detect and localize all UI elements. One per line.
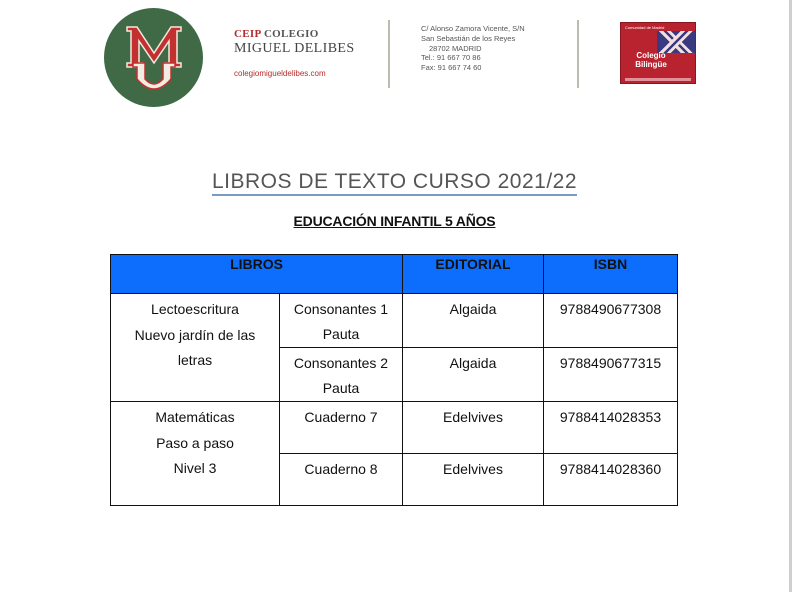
document-title-text: LIBROS DE TEXTO CURSO 2021/22 (212, 170, 577, 196)
letterhead (0, 0, 789, 110)
subject-line: Paso a paso (156, 434, 234, 451)
subject-cell (111, 294, 280, 402)
editorial-cell: Edelvives (403, 454, 544, 506)
badge-title-line2: Bilingüe (635, 59, 667, 69)
mu-monogram-icon (119, 19, 189, 97)
address-postcode: 28702 MADRID (429, 43, 482, 53)
header-divider (577, 20, 579, 88)
school-address (421, 24, 525, 73)
isbn-cell: 9788414028353 (544, 402, 678, 454)
book-subtitle: Pauta (322, 380, 360, 396)
book-title-cell (280, 348, 403, 402)
school-title: MIGUEL DELIBES (234, 41, 355, 57)
subject-line: Matemáticas (155, 409, 235, 425)
editorial-cell: Algaida (403, 294, 544, 348)
bilingual-school-badge (620, 22, 696, 84)
school-logo (104, 8, 203, 107)
book-title: Consonantes 2 (293, 355, 389, 371)
book-title: Consonantes 1 (293, 301, 389, 317)
table-row (111, 402, 678, 454)
book-title-cell (280, 294, 403, 348)
document-subtitle: EDUCACIÓN INFANTIL 5 AÑOS (293, 213, 496, 229)
isbn-cell: 9788414028360 (544, 454, 678, 506)
badge-top-text: Comunidad de Madrid (625, 25, 665, 30)
header-books: LIBROS (111, 255, 403, 294)
address-phone: Tel.: 91 667 70 86 (421, 53, 481, 63)
badge-title-line1: Colegio (636, 51, 666, 60)
subject-line: Lectoescritura (151, 301, 239, 317)
table-row (111, 294, 678, 348)
address-city: San Sebastián de los Reyes (421, 33, 516, 43)
textbook-table (110, 254, 678, 506)
isbn-cell: 9788490677315 (544, 348, 678, 402)
header-isbn: ISBN (544, 255, 678, 294)
badge-footer (625, 78, 691, 81)
subject-line: letras (177, 352, 213, 368)
editorial-cell: Algaida (403, 348, 544, 402)
subject-cell (111, 402, 280, 506)
editorial-cell: Edelvives (403, 402, 544, 454)
subject-line: Nivel 3 (173, 460, 217, 476)
badge-title (621, 52, 681, 70)
uk-flag-icon (657, 31, 695, 53)
school-name (234, 28, 355, 58)
subject-line: Nuevo jardín de las (134, 326, 256, 343)
address-fax: Fax: 91 667 74 60 (421, 63, 482, 72)
book-title-cell: Cuaderno 7 (280, 402, 403, 454)
header-divider (388, 20, 390, 88)
table-header-row (111, 255, 678, 294)
school-type: COLEGIO (263, 28, 319, 40)
address-street: C/ Alonso Zamora Vicente, S/N (421, 24, 525, 33)
school-prefix: CEIP (234, 28, 261, 40)
book-subtitle: Pauta (322, 326, 360, 342)
document-title (0, 170, 789, 194)
isbn-cell: 9788490677308 (544, 294, 678, 348)
school-website: colegiomigueldelibes.com (234, 69, 326, 78)
header-editorial: EDITORIAL (403, 255, 544, 294)
book-title-cell: Cuaderno 8 (280, 454, 403, 506)
